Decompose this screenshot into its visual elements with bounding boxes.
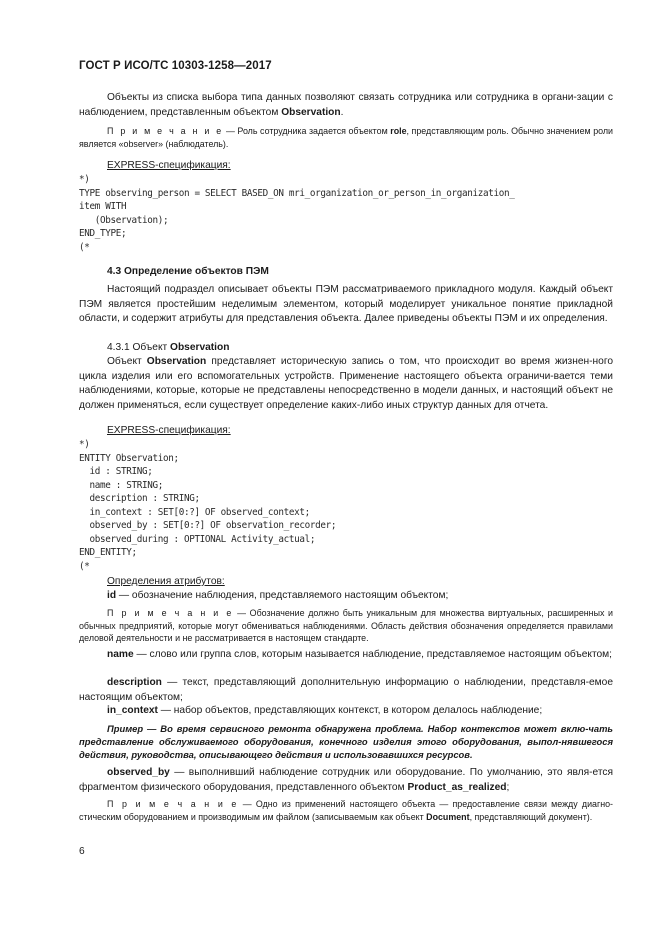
note-id: П р и м е ч а н и е — Обозначение должно быть уникальным для множества виртуальных, расширенных и обычных предприятий, которые могут обмениваться наблюдениями. Область действия обозначения определяется правилами деловой деятельности и не рассматривается в настоящем стандарте. — [79, 608, 614, 644]
express-label-1: EXPRESS-спецификация: — [107, 160, 231, 171]
subsection-4-3-1-title: 4.3.1 Объект Observation — [107, 342, 230, 353]
example-in-context: Пример — Во время сервисного ремонта обнаружена проблема. Набор контекстов может вклю-чать представление обслуживаемого оборудования, конечного изделия этого оборудования, выпол-нявшегося действия, руководства, описывающего действия и использовавшихся ресурсов. — [79, 723, 613, 760]
note-role: П р и м е ч а н и е — Роль сотрудника задается объектом role, представляющим роль. Обычно значением роли является «observer» (наблюдатель). — [79, 126, 614, 149]
page-number: 6 — [79, 846, 85, 857]
express-label-2: EXPRESS-спецификация: — [107, 425, 231, 436]
attribute-name: name — слово или группа слов, которым называется наблюдение, представляемое настоящим объектом; — [107, 649, 613, 660]
paragraph-observation-desc: Объект Observation представляет историческую запись о том, что происходит во время жизнен-ного цикла изделия или его вспомогательных устройств. Применение настоящего объекта ограничи-вается теми наблюдениями, которые, которые не представлены непосредственно в модели данных, и настоящий объект не должен применяться, если существует определение каких-либо иных структур данных для отчета. — [79, 356, 613, 411]
paragraph-section-intro: Настоящий подраздел описывает объекты ПЭМ рассматриваемого прикладного модуля. Каждый объект ПЭМ является простейшим неделимым элементом, который моделирует уникальное понятие прикладной области, и содержит атрибуты для представления объекта. Далее приведены объекты ПЭМ и их определения. — [79, 284, 613, 324]
attribute-observed-by: observed_by — выполнивший наблюдение сотрудник или оборудование. По умолчанию, это явля-ется фрагментом физического оборудования, представленного объектом Product_as_realized; — [79, 767, 613, 793]
section-4-3-title: 4.3 Определение объектов ПЭМ — [107, 266, 269, 277]
page-header: ГОСТ Р ИСО/ТС 10303-1258—2017 — [79, 60, 272, 72]
attributes-label: Определения атрибутов: — [107, 576, 225, 587]
express-code-entity: *) ENTITY Observation; id : STRING; name : STRING; description : STRING; in_context : SET[0:?] OF observed_context; observed_by : SET[0:?] OF observation_recorder; observed_during : OPTIONAL Activity_actual; END_ENTITY; (* — [79, 439, 337, 572]
attribute-description: description — текст, представляющий дополнительную информацию о наблюдении, представля-емое настоящим объектом; — [79, 677, 613, 703]
attribute-in-context: in_context — набор объектов, представляющих контекст, в котором делалось наблюдение; — [107, 705, 543, 716]
express-code-type: *) TYPE observing_person = SELECT BASED_ON mri_organization_or_person_in_organization_ item WITH (Observation); END_TYPE; (* — [79, 174, 515, 253]
note-observed-by: П р и м е ч а н и е — Одно из применений настоящего объекта — предоставление связи между диагно-стическим оборудованием и производимым им файлом (записываемым как объект Document, представляющий документ). — [79, 799, 613, 822]
paragraph-select-intro: Объекты из списка выбора типа данных позволяют связать сотрудника или сотрудника в органи-зации с наблюдением, представленным объектом Observation. — [79, 92, 613, 118]
attribute-id: id — обозначение наблюдения, представляемого настоящим объектом; — [107, 590, 449, 601]
